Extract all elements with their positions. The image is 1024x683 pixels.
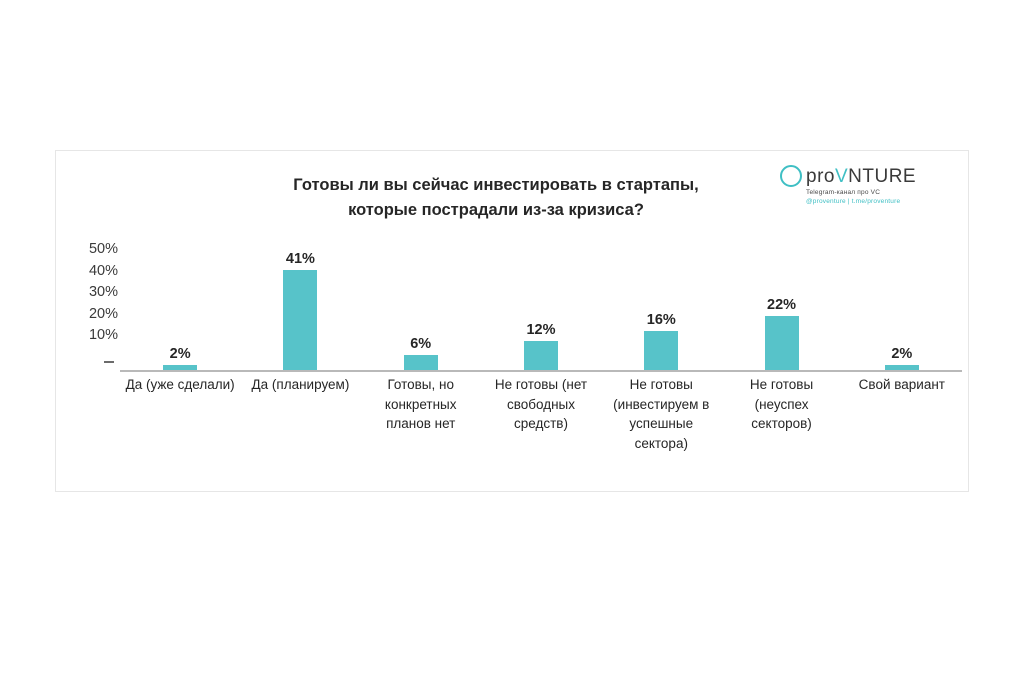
bar-column [120,239,240,370]
y-tick: 10% [88,327,118,343]
bar-column [481,239,601,370]
category-label: Не готовы (неуспех секторов) [749,377,814,432]
bar-value-label: 2% [891,346,913,363]
chart-card [55,150,969,492]
category-label: Не готовы (инвестируем в успешные сектора) [613,377,710,451]
bar-value-label: 12% [526,321,556,338]
chart-title [176,173,816,223]
bar [644,331,678,370]
logo-suffix: NTURE [848,165,917,187]
chart-title-line-1: Готовы ли вы сейчас инвестировать в стартапы, [293,176,699,194]
bar-column [240,239,360,370]
category-label: Не готовы (нет свободных средств) [494,377,588,432]
bar-value-label: 2% [169,346,191,363]
bar-value-label: 22% [767,297,797,314]
bar-column [842,239,962,370]
y-tick: 50% [88,241,118,257]
category-label: Да (уже сделали) [125,377,235,392]
logo-accent: V [834,165,849,187]
bar [765,316,799,370]
bar-column [721,239,841,370]
logo-handles: @proventure | t.me/proventure [806,197,901,205]
category-label: Готовы, но конкретных планов нет [384,377,457,432]
bar [283,270,317,370]
y-axis-ticks [62,239,118,369]
category-label: Свой вариант [858,377,945,392]
bar-column [601,239,721,370]
logo-tagline: Telegram-канал про VC [806,189,881,196]
y-tick: 40% [88,262,118,279]
bar-series [120,239,962,370]
bar [404,355,438,370]
bar-value-label: 16% [646,311,676,328]
bar [524,341,558,370]
y-tick: 20% [88,305,118,322]
y-axis-origin-tick [104,361,114,363]
logo-wordmark [806,167,916,186]
bar [885,365,919,370]
category-label: Да (планируем) [251,377,350,392]
bar-value-label: 6% [410,336,432,353]
bar [163,365,197,370]
logo-prefix: pro [806,165,835,187]
y-tick: 30% [88,284,118,300]
bar-value-label: 41% [285,250,315,267]
chart-title-line-2: которые пострадали из-за кризиса? [348,200,644,219]
x-axis-line [120,370,962,372]
x-axis-categories [120,375,962,453]
plot-area [56,239,970,489]
bar-column [361,239,481,370]
